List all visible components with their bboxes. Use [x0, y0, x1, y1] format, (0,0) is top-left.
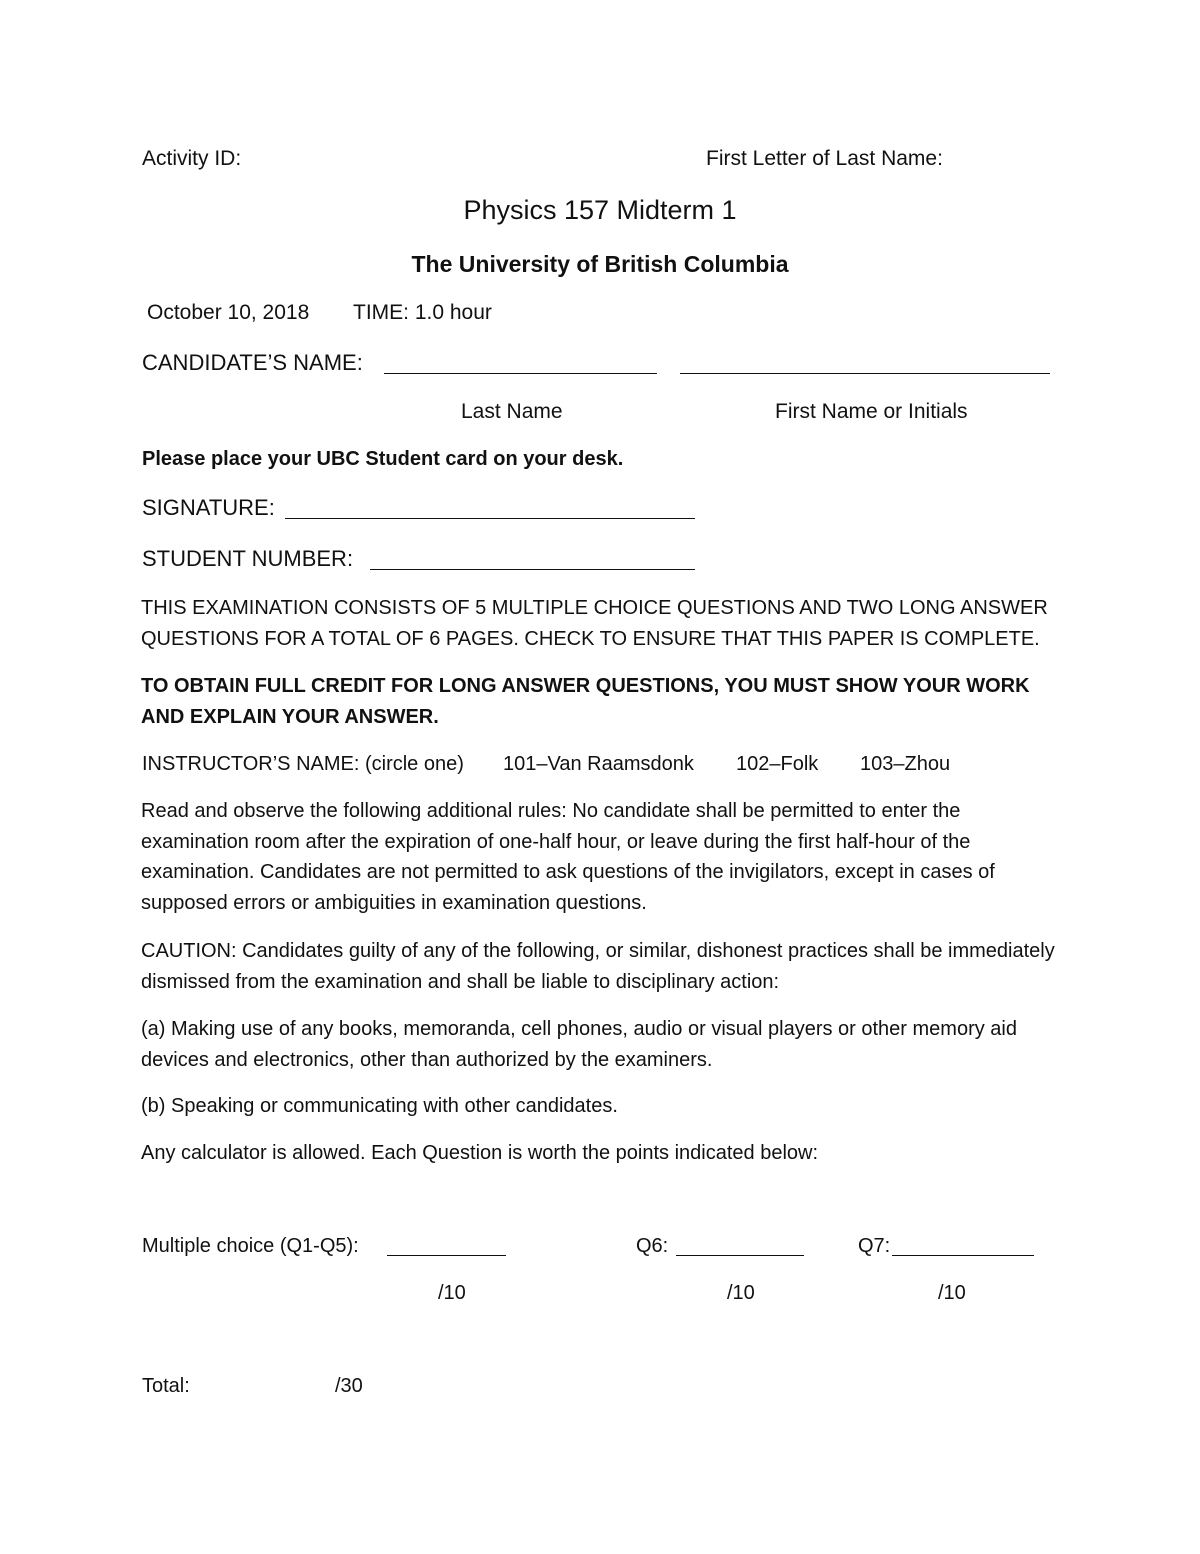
instructor-option-101[interactable]: 101–Van Raamsdonk [503, 753, 694, 775]
candidate-name-label: CANDIDATE’S NAME: [142, 350, 363, 375]
q6-max-score: /10 [727, 1282, 755, 1304]
caution-notice: CAUTION: Candidates guilty of any of the following, or similar, dishonest practices shall be immediately dismissed from the examination and shall be liable to disciplinary action: [141, 940, 1055, 993]
student-number-field[interactable] [370, 569, 695, 570]
university-name: The University of British Columbia [411, 251, 789, 277]
student-number-label: STUDENT NUMBER: [142, 546, 354, 571]
first-letter-last-name-label: First Letter of Last Name: [706, 147, 943, 170]
instructor-option-103[interactable]: 103–Zhou [860, 753, 951, 775]
exam-title: Physics 157 Midterm 1 [463, 195, 737, 225]
signature-field[interactable] [285, 518, 695, 519]
calculator-notice: Any calculator is allowed. Each Question is worth the points indicated below: [141, 1142, 819, 1164]
multiple-choice-score-label: Multiple choice (Q1-Q5): [142, 1235, 359, 1257]
instructor-label: INSTRUCTOR’S NAME: (circle one) [142, 753, 464, 775]
exam-date: October 10, 2018 [147, 301, 310, 324]
full-credit-notice: TO OBTAIN FULL CREDIT FOR LONG ANSWER QUESTIONS, YOU MUST SHOW YOUR WORK AND EXPLAIN YOUR ANSWER. [141, 675, 1030, 728]
q6-score-field[interactable] [676, 1255, 804, 1256]
q7-max-score: /10 [938, 1282, 966, 1304]
exam-composition-notice: THIS EXAMINATION CONSISTS OF 5 MULTIPLE CHOICE QUESTIONS AND TWO LONG ANSWER QUESTIONS FOR A TOTAL OF 6 PAGES. CHECK TO ENSURE THAT THIS PAPER IS COMPLETE. [141, 597, 1048, 650]
last-name-caption: Last Name [461, 400, 563, 423]
q6-score-label: Q6: [636, 1235, 669, 1257]
first-name-caption: First Name or Initials [775, 400, 968, 423]
total-max-score: /30 [335, 1375, 363, 1397]
instructor-option-102[interactable]: 102–Folk [736, 753, 819, 775]
exam-duration: TIME: 1.0 hour [353, 301, 492, 324]
rule-a: (a) Making use of any books, memoranda, cell phones, audio or visual players or other memory aid devices and electronics, other than authorized by the examiners. [141, 1018, 1017, 1071]
q7-score-field[interactable] [892, 1255, 1034, 1256]
multiple-choice-score-field[interactable] [387, 1255, 506, 1256]
last-name-field[interactable] [384, 373, 657, 374]
first-name-field[interactable] [680, 373, 1050, 374]
activity-id-label: Activity ID: [142, 147, 242, 170]
multiple-choice-max-score: /10 [438, 1282, 466, 1304]
total-score-label: Total: [142, 1375, 190, 1397]
q7-score-label: Q7: [858, 1235, 891, 1257]
additional-rules: Read and observe the following additional rules: No candidate shall be permitted to enter the examination room after the expiration of one-half hour, or leave during the first half-hour of the examination. Candidates are not permitted to ask questions of the invigilators, except in cases of supposed errors or ambiguities in examination questions. [141, 800, 995, 914]
rule-b: (b) Speaking or communicating with other candidates. [141, 1095, 618, 1117]
signature-label: SIGNATURE: [142, 495, 275, 520]
student-card-notice: Please place your UBC Student card on your desk. [142, 448, 624, 470]
